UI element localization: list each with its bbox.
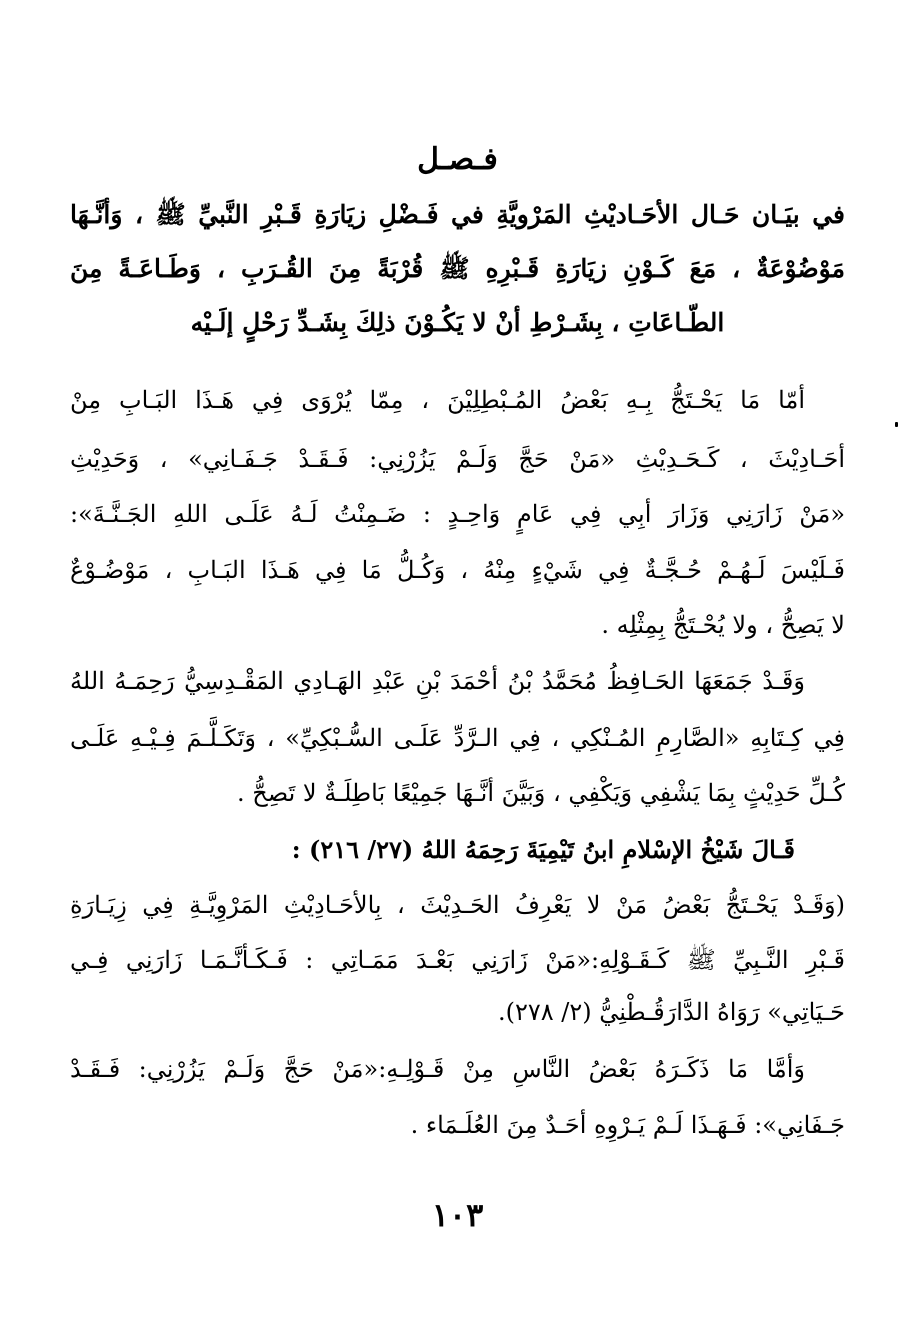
paragraph-line: «مَنْ زَارَنِي وَزَارَ أبِي فِي عَامٍ وَاحِـدٍ : ضَـمِنْتُ لَـهُ عَلَـى اللهِ الجَـنَّـةَ»:	[70, 500, 845, 528]
quote-line: جَـفَانِي»: فَـهَـذَا لَـمْ يَـرْوِهِ أحَـدٌ مِنَ العُلَـمَاء .	[410, 1111, 845, 1139]
paragraph-line: كُـلِّ حَدِيْثٍ بِمَا يَشْفِي وَيَكْفِي ، وَبَيَّنَ أنَّـهَا جَمِيْعًا بَاطِلَـةٌ لا تَصِحُّ .	[237, 779, 845, 807]
quote-attribution: قَـالَ شَيْخُ الإسْلامِ ابنُ تَيْمِيَةَ رَحِمَهُ اللهُ (٢٧/ ٢١٦) :	[291, 835, 795, 864]
section-subheading: في بيَـان حَـال الأحَـاديْثِ المَرْويَّةِ في فَـضْلِ زيَارَةِ قَـبْرِ النَّبيِّ ﷺ ، وَأنَّـهَا مَوْضُوْعَةٌ ، مَعَ كَـوْنِ زيَارَةِ قَـبْرِهِ ﷺ قُرْبَةً مِنَ القُـرَبِ ، وَطَـاعَـةً مِنَ الطّـاعَاتِ ، بِشَـرْطِ أنْ لا يَكُـوْنَ ذلِكَ بِشَـدِّ رَحْلٍ إلَـيْه	[70, 200, 845, 337]
section-heading: فـصـل	[417, 142, 498, 177]
paragraph-line: وَقَـدْ جَمَعَهَا الحَـافِظُ مُحَمَّدُ بْنُ أحْمَدَ بْنِ عَبْدِ الهَـادِي المَقْـدِسِيُّ رَحِمَـهُ اللهُ	[70, 667, 805, 695]
quote-line: حَـيَاتِي» رَوَاهُ الدَّارَقُـطْنِيُّ (٢/ ٢٧٨).	[497, 998, 845, 1026]
paragraph-line: فَـلَيْسَ لَـهُـمْ حُـجَّـةٌ فِي شَيْءٍ مِنْهُ ، وَكُـلُّ مَا فِي هَـذَا البَـابِ ، مَوْضُـوْعٌ	[70, 556, 845, 584]
quote-line: قَـبْرِ النَّـبِيِّ ﷺ كَـقَـوْلِهِ:«مَنْ زَارَنِي بَعْـدَ مَمَـاتِي : فَـكَـأنَّـمَـا زَارَنِي فِـي	[70, 946, 845, 974]
paragraph-line: فِي كِـتَابِهِ «الصَّارِمِ المُـنْكِي ، فِي الـرَّدِّ عَلَـى السُّـبْكِيِّ» ، وَتَكَـلَّـمَ فِـيْـهِ عَلَـى	[70, 724, 845, 752]
quote-line: وَأمَّا مَا ذَكَـرَهُ بَعْضُ النَّاسِ مِنْ قَـوْلِـهِ:«مَنْ حَجَّ وَلَـمْ يَزُرْنِي: فَـقَـدْ	[70, 1055, 805, 1083]
paragraph-line: أحَـادِيْثَ ، كَـحَـدِيْثِ «مَنْ حَجَّ وَلَـمْ يَزُرْنِي: فَـقَـدْ جَـفَـانِي» ، وَحَدِيْثِ	[70, 445, 845, 473]
paragraph-line: لا يَصِحُّ ، ولا يُحْـتَجُّ بِمِثْلِه .	[601, 611, 845, 639]
page-number: ١٠٣	[431, 1196, 484, 1234]
quote-line: (وَقَـدْ يَحْـتَجُّ بَعْضُ مَنْ لا يَعْرِفُ الحَـدِيْثَ ، بِالأحَـادِيْثِ المَرْوِيَّـةِ فِي زِيَـارَةِ	[70, 891, 845, 919]
paragraph-line: أمّا مَا يَحْـتَجُّ بِـهِ بَعْضُ المُـبْطِلِيْنَ ، مِمّا يُرْوَى فِي هَـذَا البَـابِ مِنْ	[70, 386, 805, 414]
document-page	[70, 0, 845, 1339]
margin-mark	[895, 422, 898, 427]
